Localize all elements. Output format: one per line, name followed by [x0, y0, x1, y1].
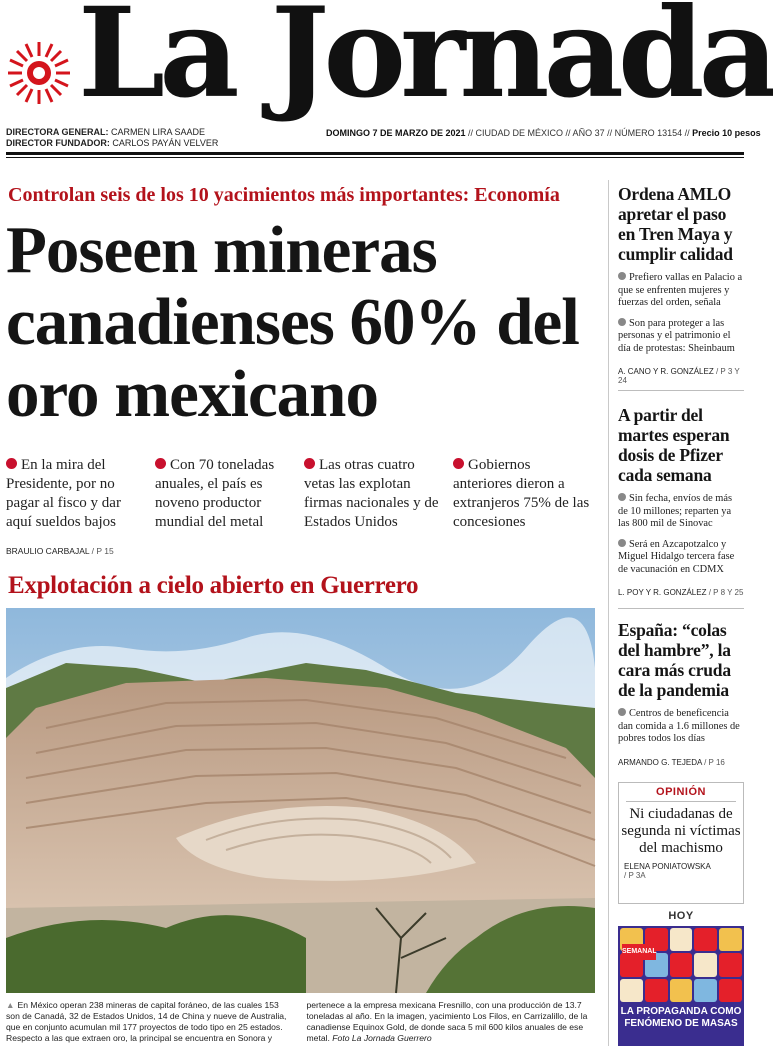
bullet-dot-icon — [155, 458, 166, 469]
masthead-rule — [6, 152, 744, 155]
sidebar-story[interactable] — [618, 620, 744, 767]
bullet-item — [453, 456, 593, 532]
director-general-label: DIRECTORA GENERAL: — [6, 127, 109, 137]
main-bullets — [6, 456, 596, 532]
cover-portrait-grid — [618, 926, 744, 1004]
sidebar-story[interactable] — [618, 405, 744, 597]
sidebar-point-text: Será en Azcapotzalco y Miguel Hidalgo tercera fase de vacunación en CDMX — [618, 538, 735, 575]
opinion-rule — [626, 801, 736, 802]
portrait-tile — [694, 979, 717, 1002]
sidebar-point — [618, 493, 744, 531]
bullet-dot-icon — [618, 708, 626, 716]
portrait-tile — [645, 979, 668, 1002]
sidebar-byline — [618, 758, 744, 767]
opinion-box[interactable] — [618, 782, 744, 904]
sidebar-byline-page: / P 3 Y 24 — [618, 367, 740, 385]
opinion-byline — [624, 862, 743, 880]
bullet-text: Gobiernos anteriores dieron a extranjeros 75% de las concesiones — [453, 457, 590, 530]
sidebar-byline-author: ARMANDO G. TEJEDA — [618, 757, 702, 767]
bullet-item — [6, 456, 146, 532]
sidebar-byline-author: A. CANO Y R. GONZÁLEZ — [618, 367, 714, 376]
masthead-rule-thin — [6, 157, 744, 158]
photo-subhead: Explotación a cielo abierto en Guerrero — [8, 572, 419, 599]
sidebar-point-text: Centros de beneficencia dan comida a 1.6 millones de pobres todos los días — [618, 708, 740, 744]
sidebar-point-text: Son para proteger a las personas y el patrimonio el día de protestas: Sheinbaum — [618, 317, 735, 354]
sidebar-byline — [618, 588, 744, 597]
portrait-tile — [670, 979, 693, 1002]
main-headline[interactable]: Poseen mineras canadienses 60% del oro mexicano — [6, 213, 579, 431]
sidebar-point-text: Sin fecha, envíos de más de 10 millones; reparten ya las 800 mil de Sinovac — [618, 493, 733, 529]
sidebar-byline-author: L. POY Y R. GONZÁLEZ — [618, 588, 707, 597]
sidebar-separator — [618, 608, 744, 609]
sidebar-point — [618, 539, 744, 577]
bullet-text: En la mira del Presidente, por no pagar al fisco y dar aquí sueldos bajos — [6, 457, 121, 530]
sidebar-byline — [618, 367, 744, 385]
hoy-title: HOY — [668, 910, 694, 922]
caption-arrow-icon: ▲ — [6, 1000, 15, 1010]
sidebar-headline[interactable]: Ordena AMLO apretar el paso en Tren Maya y cumplir calidad — [618, 184, 733, 264]
bullet-text: Con 70 toneladas anuales, el país es noveno productor mundial del metal — [155, 457, 275, 530]
portrait-tile — [694, 928, 717, 951]
sidebar-point — [618, 708, 744, 746]
mine-photo[interactable] — [6, 608, 595, 993]
issue-date: DOMINGO 7 DE MARZO DE 2021 — [326, 128, 466, 138]
issue-info: // CIUDAD DE MÉXICO // AÑO 37 // NÚMERO 13154 // — [468, 128, 690, 138]
portrait-tile — [694, 953, 717, 976]
staff-credits — [6, 127, 218, 149]
sidebar-byline-page: / P 8 Y 25 — [708, 588, 744, 597]
bullet-dot-icon — [618, 539, 626, 547]
bullet-dot-icon — [618, 318, 626, 326]
main-byline — [6, 546, 114, 556]
sun-logo-icon — [6, 40, 72, 106]
director-fundador-label: DIRECTOR FUNDADOR: — [6, 138, 110, 148]
opinion-author: ELENA PONIATOWSKA — [624, 862, 711, 871]
sidebar-headline[interactable]: A partir del martes esperan dosis de Pfizer cada semana — [618, 405, 730, 485]
bullet-item — [155, 456, 295, 532]
newspaper-logo[interactable]: La Jornada — [78, 0, 773, 126]
supplement-brand: SEMANAL — [622, 944, 656, 960]
byline-author: BRAULIO CARBAJAL — [6, 546, 90, 556]
sidebar-story[interactable] — [618, 184, 744, 385]
issue-price: Precio 10 pesos — [692, 128, 761, 138]
photo-caption — [6, 1000, 591, 1044]
sidebar-point — [618, 318, 744, 356]
bullet-text: Las otras cuatro vetas las explotan firmas nacionales y de Estados Unidos — [304, 457, 439, 530]
portrait-tile — [719, 953, 742, 976]
dateline — [326, 128, 761, 138]
main-kicker: Controlan seis de los 10 yacimientos más importantes: Economía — [8, 184, 560, 206]
sidebar-byline-page: / P 16 — [704, 757, 725, 767]
masthead — [0, 0, 773, 126]
opinion-page: / P 3A — [624, 871, 646, 880]
sidebar-headline[interactable]: España: “colas del hambre”, la cara más cruda de la pandemia — [618, 620, 731, 700]
portrait-tile — [670, 953, 693, 976]
portrait-tile — [719, 928, 742, 951]
column-divider — [608, 180, 609, 1046]
portrait-tile — [670, 928, 693, 951]
bullet-item — [304, 456, 444, 532]
director-fundador: CARLOS PAYÁN VELVER — [112, 138, 219, 148]
sidebar-point — [618, 272, 744, 310]
portrait-tile — [719, 979, 742, 1002]
bullet-dot-icon — [618, 493, 626, 501]
supplement-cover-text: LA PROPAGANDA COMO FENÓMENO DE MASAS — [620, 1006, 742, 1029]
hoy-supplement-cover[interactable] — [618, 926, 744, 1046]
bullet-dot-icon — [6, 458, 17, 469]
caption-credit: Foto La Jornada Guerrero — [332, 1033, 432, 1043]
director-general: CARMEN LIRA SAADE — [111, 127, 206, 137]
caption-text: En México operan 238 mineras de capital foráneo, de las cuales 153 son de Canadá, 32 de Estados Unidos, 14 de China y nueve de Australia, que en conjunto acumulan mil 177 proyectos de todo tipo en 25 estados. Respecto a las que extraen oro, la principal se encuentra en Sonora y pertenece a la empresa mexicana Fresnillo, con una producción de 13.7 toneladas al año. En la imagen, yacimiento Los Filos, en Carrizalillo, de la canadiense Equinox Gold, de donde saca 5 mil 600 kilos anuales de ese metal. — [6, 1000, 588, 1043]
bullet-dot-icon — [618, 272, 626, 280]
bullet-dot-icon — [304, 458, 315, 469]
opinion-title: OPINIÓN — [656, 786, 706, 798]
bullet-dot-icon — [453, 458, 464, 469]
sidebar-separator — [618, 390, 744, 391]
portrait-tile — [620, 979, 643, 1002]
sidebar-point-text: Prefiero vallas en Palacio a que se enfrenten mujeres y fuerzas del orden, señala — [618, 272, 743, 308]
opinion-headline[interactable]: Ni ciudadanas de segunda ni víctimas del machismo — [621, 806, 741, 856]
byline-page: / P 15 — [91, 546, 114, 556]
